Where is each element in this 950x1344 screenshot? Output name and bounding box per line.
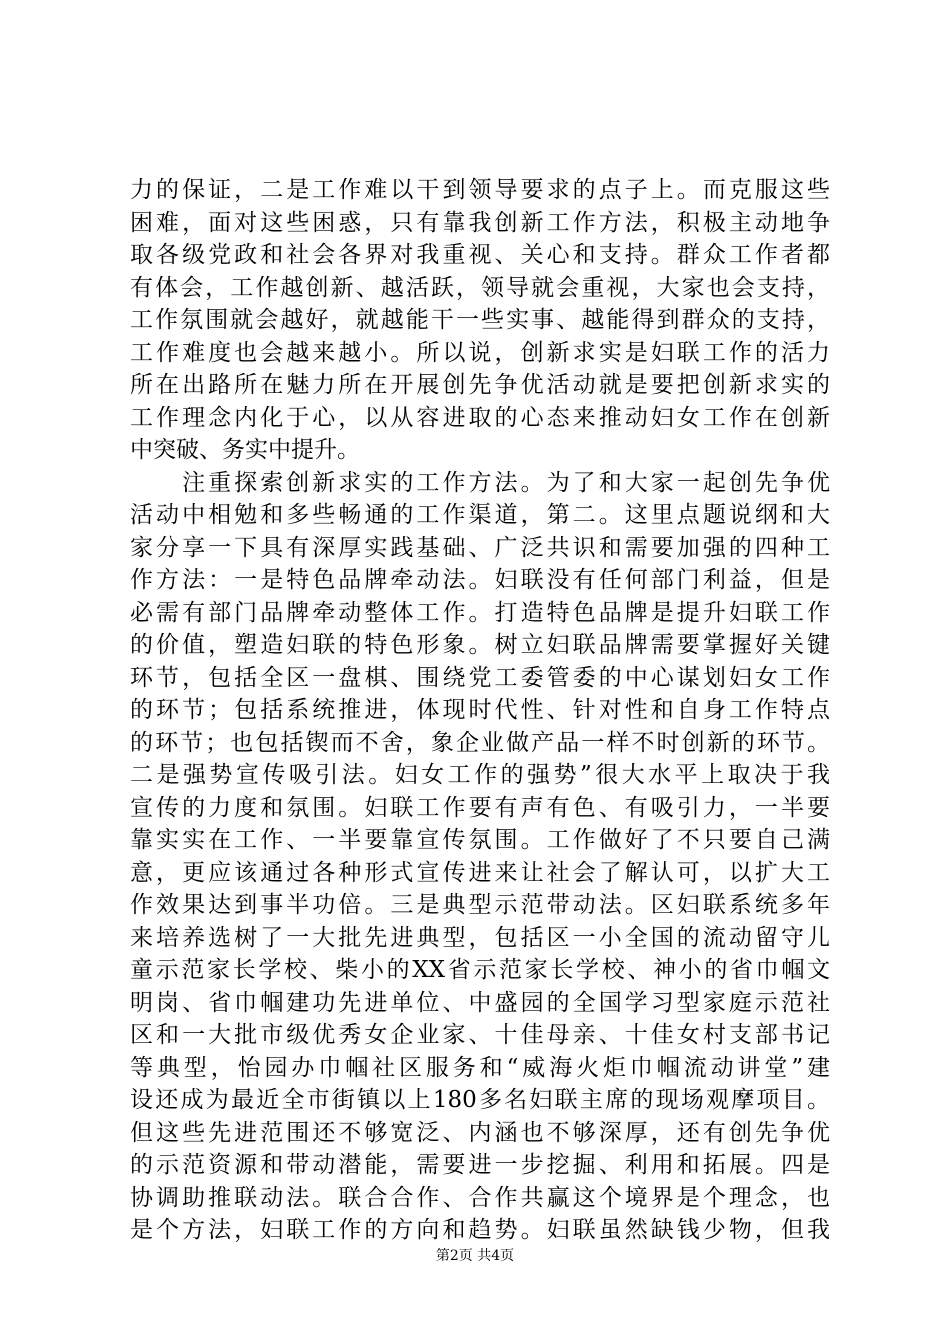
text-line: 童示范家长学校、柴小的XX省示范家长学校、神小的省巾帼文 (130, 957, 830, 983)
text-line: 明岗、省巾帼建功先进单位、中盛园的全国学习型家庭示范社 (130, 989, 830, 1016)
text-line: 中突破、务实中提升。 (130, 437, 360, 463)
text-line: 作方法：一是特色品牌牵动法。妇联没有任何部门利益，但是 (130, 567, 830, 593)
text-line: 宣传的力度和氛围。妇联工作要有声有色、有吸引力，一半要 (130, 794, 830, 821)
text-line: 来培养选树了一大批先进典型，包括区一小全国的流动留守儿 (130, 924, 830, 951)
text-line: 工作氛围就会越好，就越能干一些实事、越能得到群众的支持， (130, 307, 830, 333)
page-number: 第2页 共4页 (435, 1248, 515, 1264)
text-line: 的示范资源和带动潜能，需要进一步挖掘、利用和拓展。四是 (130, 1152, 830, 1178)
text-line: 区和一大批市级优秀女企业家、十佳母亲、十佳女村支部书记 (130, 1022, 830, 1048)
text-line: 取各级党政和社会各界对我重视、关心和支持。群众工作者都 (130, 242, 830, 268)
text-line: 的环节；也包括锲而不舍，象企业做产品一样不时创新的环节。 (130, 729, 830, 756)
text-line: 必需有部门品牌牵动整体工作。打造特色品牌是提升妇联工作 (130, 599, 830, 626)
text-line: 二是强势宣传吸引法。妇女工作的强势”很大水平上取决于我 (130, 762, 830, 788)
text-line: 协调助推联动法。联合合作、合作共赢这个境界是个理念，也 (130, 1184, 830, 1211)
text-line: 工作理念内化于心，以从容进取的心态来推动妇女工作在创新 (130, 404, 830, 431)
text-line: 工作难度也会越来越小。所以说，创新求实是妇联工作的活力 (130, 339, 830, 366)
page-footer (0, 1246, 950, 1266)
text-line: 活动中相勉和多些畅通的工作渠道，第二。这里点题说纲和大 (130, 502, 830, 528)
text-line: 的价值，塑造妇联的特色形象。树立妇联品牌需要掌握好关键 (130, 632, 830, 658)
text-line: 作效果达到事半功倍。三是典型示范带动法。区妇联系统多年 (130, 892, 830, 918)
text-line: 等典型，怡园办巾帼社区服务和“威海火炬巾帼流动讲堂”建 (130, 1054, 830, 1081)
text-line: 所在出路所在魅力所在开展创先争优活动就是要把创新求实的 (130, 372, 830, 398)
text-line: 环节，包括全区一盘棋、围绕党工委管委的中心谋划妇女工作 (130, 664, 830, 691)
text-line: 的环节；包括系统推进，体现时代性、针对性和自身工作特点 (130, 697, 830, 723)
text-line: 注重探索创新求实的工作方法。为了和大家一起创先争优 (130, 469, 830, 496)
text-line: 靠实实在工作、一半要靠宣传氛围。工作做好了不只要自己满 (130, 827, 830, 853)
text-line: 意，更应该通过各种形式宣传进来让社会了解认可，以扩大工 (130, 859, 830, 886)
text-line: 是个方法，妇联工作的方向和趋势。妇联虽然缺钱少物，但我 (130, 1217, 830, 1243)
body-text (130, 174, 830, 1247)
text-line: 困难，面对这些困惑，只有靠我创新工作方法，积极主动地争 (130, 209, 830, 236)
text-line: 但这些先进范围还不够宽泛、内涵也不够深厚，还有创先争优 (130, 1119, 830, 1146)
text-line: 力的保证，二是工作难以干到领导要求的点子上。而克服这些 (130, 177, 830, 203)
text-line: 有体会，工作越创新、越活跃，领导就会重视，大家也会支持， (130, 274, 830, 301)
text-line: 设还成为最近全市街镇以上180多名妇联主席的现场观摩项目。 (130, 1087, 830, 1113)
text-line: 家分享一下具有深厚实践基础、广泛共识和需要加强的四种工 (130, 534, 830, 561)
